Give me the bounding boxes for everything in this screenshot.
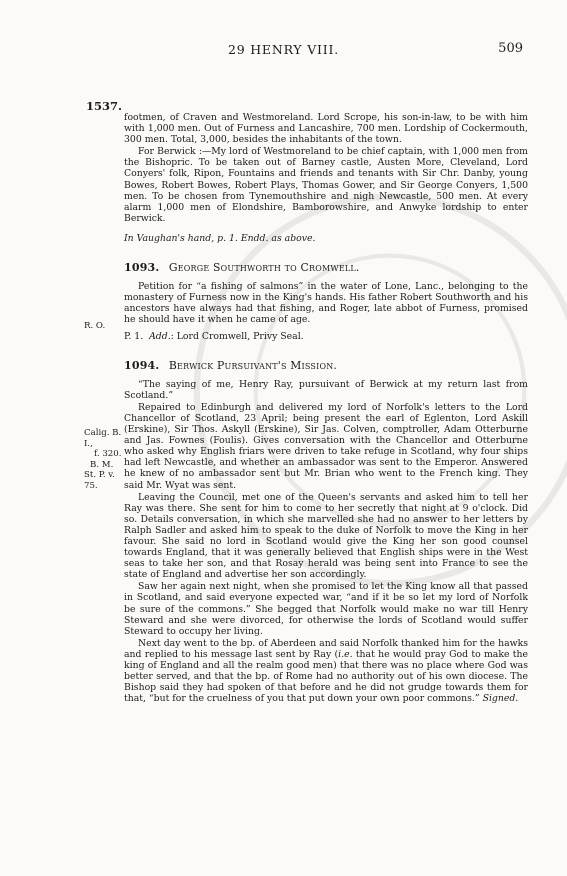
margin-ref-line: B. M. [90,459,114,470]
entry-title: George Southworth to Cromwell. [168,261,360,275]
paragraph: Repaired to Edinburgh and delivered my lord of Norfolk's letters to the Lord Chancellor of Scotland, 23 April; being present the earl of Eglenton, Lord Askill (Erskine), Sir Thos. Askyll (Erskine), Sir Jas. Colven, comptroller, Adam Otterburne and Jas. Fownes (Foulis). Gives conversation with the Chancellor and Otterburne who asked why English friars were driven to take refuge in Scotland, why four ships had left Newcastle, and whether an ambassador was sent to the Emperor. Answered he knew of no ambassador sent but Mr. Brian who went to the French king. They said Mr. Wyat was sent. [124,401,528,491]
paragraph: Saw her again next night, when she promised to let the King know all that passed in Scotland, and said everyone expected war, “and if it be so let my lord of Norfolk be sure of the commons.” She begged that Norfolk would make no war till Henry Steward and she were divorced, for otherwise the lords of Scotland would suffer Steward to occupy her living. [124,581,528,637]
entry-heading-1094 [124,360,528,372]
endorsement-addr-label: Add. [149,330,171,342]
endorsement [124,331,528,342]
paragraph: For Berwick :—My lord of Westmoreland to be chief captain, with 1,000 men from the Bishopric. To be taken out of Barney castle, Austen More, Cleveland, Lord Conyers' folk, Ripon, Fountains and friends and tenants with Sir Chr. Danby, young Bowes, Robert Bowes, Robert Plays, Thomas Gower, and Sir George Conyers, 1,500 men. To be chosen from Tynemouthshire and nigh Newcastle, 500 men. At every alarm 1,000 men of Elondshire, Bamborowshire, and Anwyke lordship to enter Berwick. [124,146,528,224]
body-column [124,112,528,704]
margin-ref-line: Calig. B. I., [84,428,122,449]
margin-ref-1094 [84,428,124,492]
entry-heading-1093 [124,262,528,274]
paragraph-italic: i.e. [338,648,353,660]
entry-title: Berwick Pursuivant's Mission. [168,358,338,372]
margin-ref-line: f. 320. [94,449,122,460]
paragraph: “The saying of me, Henry Ray, pursuivant of Berwick at my return last from Scotland.” [124,378,528,401]
entry-number: 1094. [124,358,160,372]
paragraph: footmen, of Craven and Westmoreland. Lord Scrope, his son-in-law, to be with him with 1,000 men. Out of Furness and Lancashire, 700 men. Lordship of Cockermouth, 300 men. Total, 3,000, besides the inhabitants of the town. [124,112,528,146]
margin-ref-1093: R. O. [84,321,106,331]
signed-note: Signed. [482,693,519,705]
endorsement-page: P. 1. [124,330,144,342]
entry-number: 1093. [124,261,160,275]
paragraph-text: that he would pray God to make the king of England and all the realm good men) that there was no place where God was better served, and that the bp. of Rome had no authority out of his own diocese. The Bishop said they had spoken of that before and he did not grudge towards them for that, “but for the cruelness of you that put down your own poor commons.” [124,648,528,705]
running-head [0,42,567,58]
manuscript-note: In Vaughan's hand, p. 1. Endd. as above. [124,232,316,244]
paragraph: Leaving the Council, met one of the Queen's servants and asked him to tell her Ray was there. She sent for him to come to her secretly that night at 9 o'clock. Did so. Details conversation, in which she marvelled she had no answer to her letters by Ralph Sadler and asked him to speak to the duke of Norfolk to move the King in her favour. She said no lord in Scotland would give the King her son good counsel towards England, that it was generally believed that English ships were in the West seas to take her son, and that Rosay herald was being sent into France to see the state of England and advertise her son accordingly. [124,491,528,581]
paragraph: Petition for “a fishing of salmons” in the water of Lone, Lanc., belonging to the monastery of Furness now in the King's hands. His father Robert Southworth and his ancestors have always had that fishing, and Roger, late abbot of Furness, promised he should have it when he came of age. [124,281,528,326]
paragraph-text: Next day went to the bp. of Aberdeen and said Norfolk thanked him for the hawks and replied to his message last sent by Ray ( [124,637,528,660]
paragraph [124,638,528,705]
year-label: 1537. [86,99,123,113]
margin-ref-line: St. P. v. 75. [84,470,115,491]
page-number: 509 [498,41,523,56]
running-head-title: 29 HENRY VIII. [227,42,340,57]
endorsement-addr: : Lord Cromwell, Privy Seal. [170,330,304,342]
